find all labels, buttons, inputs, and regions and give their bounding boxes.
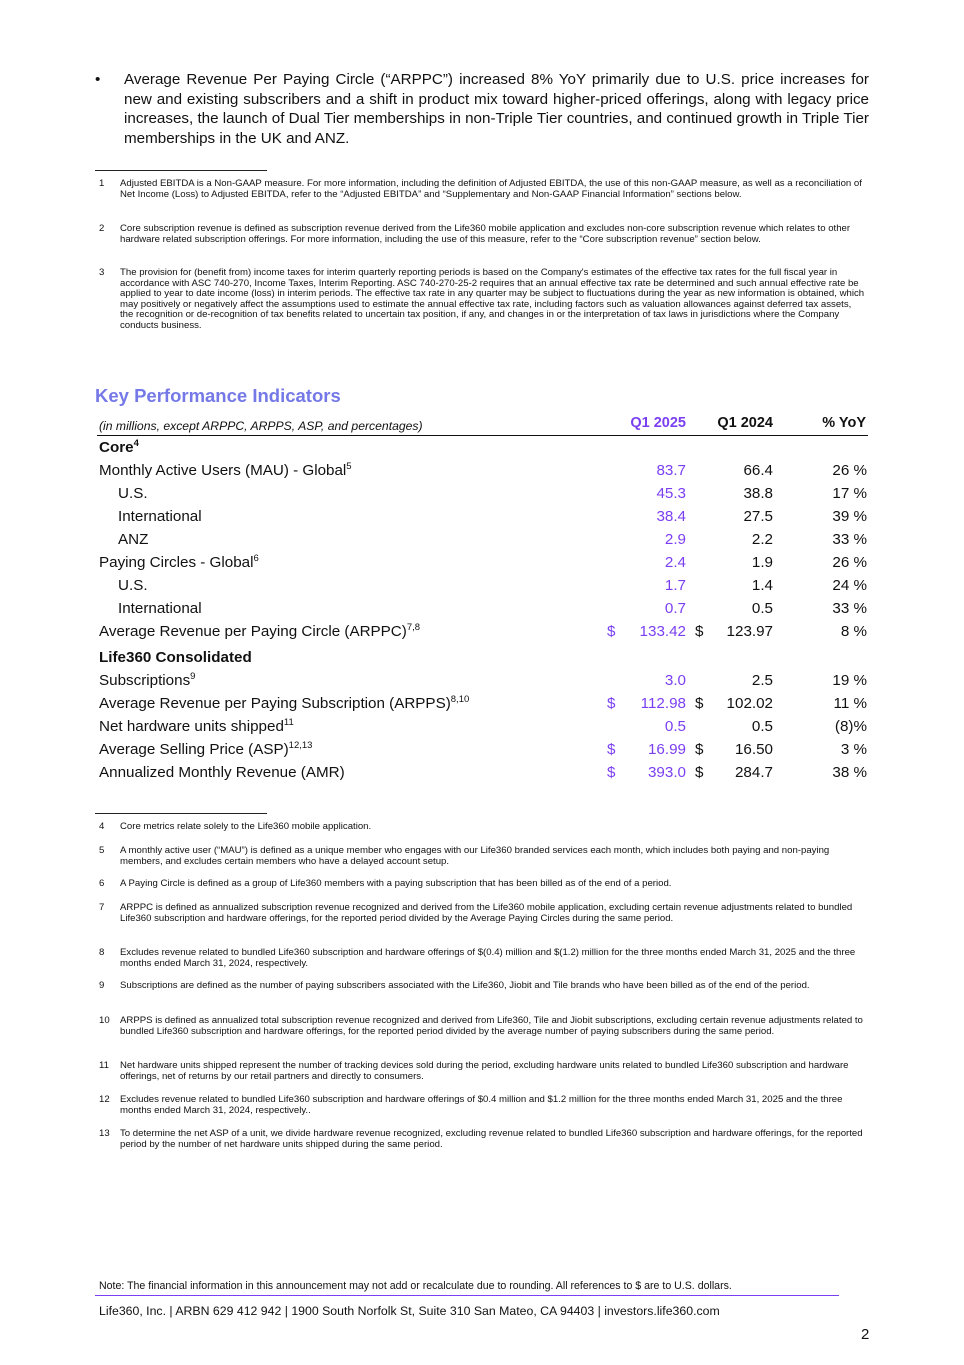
value-yoy: 38 % — [832, 764, 867, 781]
value-yoy: 24 % — [832, 577, 867, 594]
footnote-number: 5 — [99, 845, 105, 856]
footnote-number: 9 — [99, 980, 105, 991]
row-label — [99, 695, 469, 712]
value-q1-2024: 66.4 — [743, 462, 773, 479]
footnote-text: Core metrics relate solely to the Life360 mobile application. — [120, 821, 372, 832]
value-q1-2025: 2.4 — [664, 554, 686, 571]
rounding-note: Note: The financial information in this announcement may not add or recalculate due to rounding. All references to $ are to U.S. dollars. — [99, 1280, 732, 1292]
footnote-number: 13 — [99, 1128, 110, 1139]
footnote-text: Net hardware units shipped represent the number of tracking devices sold during the period, excluding hardware units related to bundled Life360 subscription and hardware offerings, net of returns by our retail partners and directly to consumers. — [120, 1060, 849, 1082]
table-row — [97, 574, 868, 597]
kpi-section-row — [97, 436, 868, 459]
value-q1-2024: 2.5 — [751, 672, 773, 689]
row-label — [99, 439, 139, 456]
value-q1-2024: 102.02 — [726, 695, 773, 712]
row-label-text: Subscriptions — [99, 672, 191, 689]
footnote-text: Excludes revenue related to bundled Life360 subscription and hardware offerings of $(0.4) million and $(1.2) million for the three months ended March 31, 2025 and the three months ended March 31, 2024, respectively. — [120, 947, 856, 969]
footnote-2 — [95, 224, 867, 245]
table-row — [97, 715, 868, 738]
kpi-col-q1-2024: Q1 2024 — [717, 415, 773, 431]
kpi-col-yoy: % YoY — [822, 415, 866, 431]
footnote-text: ARPPS is defined as annualized total subscription revenue recognized and derived from Life360, Tile and Jiobit subscriptions, excluding certain revenue adjustments related to bundled Life360 subscription and hardware offerings, for the reported period divided by the average number of paying subscribers during the same period. — [120, 1015, 863, 1037]
row-label-text: Paying Circles - Global — [99, 554, 254, 571]
row-label — [118, 577, 148, 594]
value-yoy: 33 % — [832, 600, 867, 617]
footnote-ref: 5 — [346, 461, 352, 472]
table-row — [97, 528, 868, 551]
table-row — [97, 738, 868, 761]
footnote-number: 2 — [99, 223, 105, 234]
page-number: 2 — [861, 1326, 870, 1343]
value-q1-2025: 0.5 — [664, 718, 686, 735]
value-q1-2025: 38.4 — [656, 508, 686, 525]
footnote-number: 6 — [99, 878, 105, 889]
footnote-11 — [95, 1061, 867, 1082]
currency-symbol-q1-2025: $ — [607, 741, 616, 758]
value-q1-2025: 16.99 — [647, 741, 686, 758]
value-yoy: 19 % — [832, 672, 867, 689]
footnote-10 — [95, 1016, 867, 1037]
row-label-text: Net hardware units shipped — [99, 718, 284, 735]
footnote-text: The provision for (benefit from) income taxes for interim quarterly reporting periods is based on the Company's estimates of the effective tax rates for the full fiscal year in accordance with ASC 740-270, Income Taxes, Interim Reporting. ASC 740-270-25-2 requires that an annual effective tax rate be determined and such annual effective rate be applied to year to date income (loss) in interim periods. The effective tax rate in any quarter may be subject to fluctuations during the year as new information is obtained, which may positively or negatively affect the assumptions used to estimate the annual effective tax rate, including factors such as valuation allowances against deferred tax assets, the recognition or de-recognition of tax benefits related to uncertain tax position, if any, and changes in or the interpretation of tax laws in jurisdictions where the Company conducts business. — [120, 267, 865, 331]
value-q1-2025: 0.7 — [664, 600, 686, 617]
row-label — [99, 554, 259, 571]
currency-symbol-q1-2024: $ — [695, 764, 704, 781]
value-yoy: 26 % — [832, 462, 867, 479]
footnote-4 — [95, 822, 867, 833]
row-label-text: Monthly Active Users (MAU) - Global — [99, 462, 347, 479]
row-label — [99, 462, 352, 479]
footnote-number: 1 — [99, 178, 105, 189]
row-label-text: Life360 Consolidated — [99, 649, 252, 666]
row-label — [118, 508, 202, 525]
footnote-text: Adjusted EBITDA is a Non-GAAP measure. For more information, including the definition of Adjusted EBITDA, the use of this non-GAAP measure, as well as a reconciliation of Net Income (Loss) to Adjusted EBITDA, refer to the “Adjusted EBITDA” and “Supplementary and Non-GAAP Financial Information” sections below. — [120, 178, 862, 200]
value-q1-2024: 0.5 — [751, 600, 773, 617]
footnote-5 — [95, 846, 867, 867]
row-label-text: International — [118, 508, 202, 525]
value-yoy: 33 % — [832, 531, 867, 548]
value-q1-2024: 284.7 — [734, 764, 773, 781]
bullet-text: Average Revenue Per Paying Circle (“ARPPC”) increased 8% YoY primarily due to U.S. price increases for new and existing subscribers and a shift in product mix toward higher-priced offerings, along with legacy price increases, the launch of Dual Tier memberships in non-Triple Tier countries, and continued growth in Triple Tier memberships in the UK and ANZ. — [124, 71, 869, 147]
table-row — [97, 482, 868, 505]
footnote-text: A monthly active user (“MAU”) is defined as a unique member who engages with our Life360 branded services each month, which includes both paying and non-paying members, and excludes certain members who have a delayed account setup. — [120, 845, 830, 867]
footnote-text: To determine the net ASP of a unit, we divide hardware revenue recognized, excluding revenue related to bundled Life360 subscription and hardware offerings, for the reported period by the number of net hardware units shipped during the same period. — [120, 1128, 863, 1150]
value-q1-2024: 123.97 — [726, 623, 773, 640]
currency-symbol-q1-2025: $ — [607, 623, 616, 640]
value-q1-2025: 45.3 — [656, 485, 686, 502]
footnote-number: 7 — [99, 902, 105, 913]
footnote-text: A Paying Circle is defined as a group of Life360 members with a paying subscription that has been billed as of the end of a period. — [120, 878, 672, 889]
row-label-text: U.S. — [118, 577, 148, 594]
row-label-text: Average Revenue per Paying Subscription (ARPPS) — [99, 695, 451, 712]
footnote-ref: 4 — [133, 438, 139, 449]
kpi-table-header — [97, 413, 868, 436]
value-yoy: (8)% — [834, 718, 867, 735]
row-label — [99, 741, 312, 758]
value-q1-2025: 112.98 — [640, 695, 686, 712]
footnote-1 — [95, 179, 867, 200]
row-label-text: International — [118, 600, 202, 617]
currency-symbol-q1-2025: $ — [607, 764, 616, 781]
kpi-table — [97, 413, 868, 784]
row-label-text: Average Selling Price (ASP) — [99, 741, 289, 758]
table-row — [97, 551, 868, 574]
table-row — [97, 761, 868, 784]
footnote-ref: 7,8 — [406, 622, 421, 633]
value-q1-2024: 1.4 — [751, 577, 773, 594]
value-q1-2024: 38.8 — [743, 485, 773, 502]
footnote-number: 3 — [99, 267, 105, 278]
kpi-section-title: Key Performance Indicators — [95, 385, 341, 406]
row-label-text: ANZ — [118, 531, 149, 548]
table-row — [97, 620, 868, 643]
value-q1-2025: 3.0 — [664, 672, 686, 689]
value-yoy: 17 % — [832, 485, 867, 502]
value-yoy: 11 % — [833, 695, 867, 712]
footnote-text: Excludes revenue related to bundled Life360 subscription and hardware offerings of $0.4 million and $1.2 million for the three months ended March 31, 2025 and the three months ended March 31, 2024, respectively.. — [120, 1094, 843, 1116]
row-label-text: Core — [99, 439, 134, 456]
value-yoy: 39 % — [832, 508, 867, 525]
footnote-number: 10 — [99, 1015, 110, 1026]
table-row — [97, 692, 868, 715]
footnote-9 — [95, 981, 867, 992]
kpi-col-q1-2025: Q1 2025 — [630, 415, 686, 431]
value-q1-2025: 1.7 — [664, 577, 686, 594]
table-row — [97, 505, 868, 528]
currency-symbol-q1-2025: $ — [607, 695, 616, 712]
row-label-text: Annualized Monthly Revenue (AMR) — [99, 764, 345, 781]
row-label — [99, 623, 420, 640]
footnote-ref: 12,13 — [288, 740, 313, 751]
footnote-number: 4 — [99, 821, 105, 832]
footnote-text: ARPPC is defined as annualized subscription revenue recognized and derived from the Life360 mobile application, excluding certain revenue adjustments related to bundled Life360 subscription and hardware offerings, for the reported period divided by the Average Paying Circles during the same period. — [120, 902, 853, 924]
row-label — [99, 764, 345, 781]
footnote-number: 12 — [99, 1094, 110, 1105]
footnote-text: Subscriptions are defined as the number of paying subscribers associated with the Life360, Jiobit and Tile brands who have been billed as of the end of the period. — [120, 980, 810, 991]
table-row — [97, 669, 868, 692]
footnote-ref: 6 — [253, 553, 259, 564]
footnote-8 — [95, 948, 867, 969]
value-q1-2025: 393.0 — [647, 764, 686, 781]
table-row — [97, 597, 868, 620]
footnote-divider-bottom — [95, 813, 267, 814]
footnote-ref: 9 — [190, 671, 196, 682]
kpi-header-note: (in millions, except ARPPC, ARPPS, ASP, and percentages) — [99, 419, 423, 433]
row-label — [118, 485, 148, 502]
value-q1-2024: 27.5 — [743, 508, 773, 525]
value-yoy: 26 % — [832, 554, 867, 571]
footer-divider — [95, 1295, 839, 1296]
footnote-13 — [95, 1129, 867, 1150]
row-label — [118, 600, 202, 617]
footnote-ref: 8,10 — [450, 694, 470, 705]
footnote-number: 8 — [99, 947, 105, 958]
row-label-text: U.S. — [118, 485, 148, 502]
value-q1-2025: 133.42 — [639, 623, 686, 640]
currency-symbol-q1-2024: $ — [695, 695, 704, 712]
value-q1-2024: 16.50 — [734, 741, 773, 758]
row-label — [118, 531, 148, 548]
footnote-divider-top — [95, 170, 267, 171]
row-label — [99, 718, 294, 735]
kpi-rows — [97, 436, 868, 784]
value-q1-2025: 2.9 — [664, 531, 686, 548]
footnote-3 — [95, 268, 867, 332]
footnote-12 — [95, 1095, 867, 1116]
footnote-number: 11 — [99, 1060, 109, 1071]
currency-symbol-q1-2024: $ — [695, 623, 704, 640]
footnote-ref: 11 — [283, 717, 294, 728]
kpi-section-row — [97, 646, 868, 669]
table-row — [97, 459, 868, 482]
value-q1-2024: 2.2 — [751, 531, 773, 548]
value-yoy: 8 % — [840, 623, 867, 640]
value-q1-2024: 1.9 — [751, 554, 773, 571]
footnote-7 — [95, 903, 867, 924]
currency-symbol-q1-2024: $ — [695, 741, 704, 758]
bullet-paragraph — [95, 70, 869, 148]
footnote-text: Core subscription revenue is defined as subscription revenue derived from the Life360 mobile application and excludes non-core subscription revenue which relates to other hardware related subscription offerings. For more information, including the use of this measure, refer to the “Core subscription revenue” section below. — [120, 223, 851, 245]
footer-company-info: Life360, Inc. | ARBN 629 412 942 | 1900 South Norfolk St, Suite 310 San Mateo, CA 94403 | investors.life360.com — [99, 1304, 720, 1318]
value-yoy: 3 % — [840, 741, 867, 758]
bullet-symbol: • — [95, 71, 101, 88]
footnote-6 — [95, 879, 867, 890]
row-label-text: Average Revenue per Paying Circle (ARPPC) — [99, 623, 407, 640]
row-label — [99, 649, 252, 666]
value-q1-2024: 0.5 — [751, 718, 773, 735]
row-label — [99, 672, 195, 689]
value-q1-2025: 83.7 — [656, 462, 686, 479]
